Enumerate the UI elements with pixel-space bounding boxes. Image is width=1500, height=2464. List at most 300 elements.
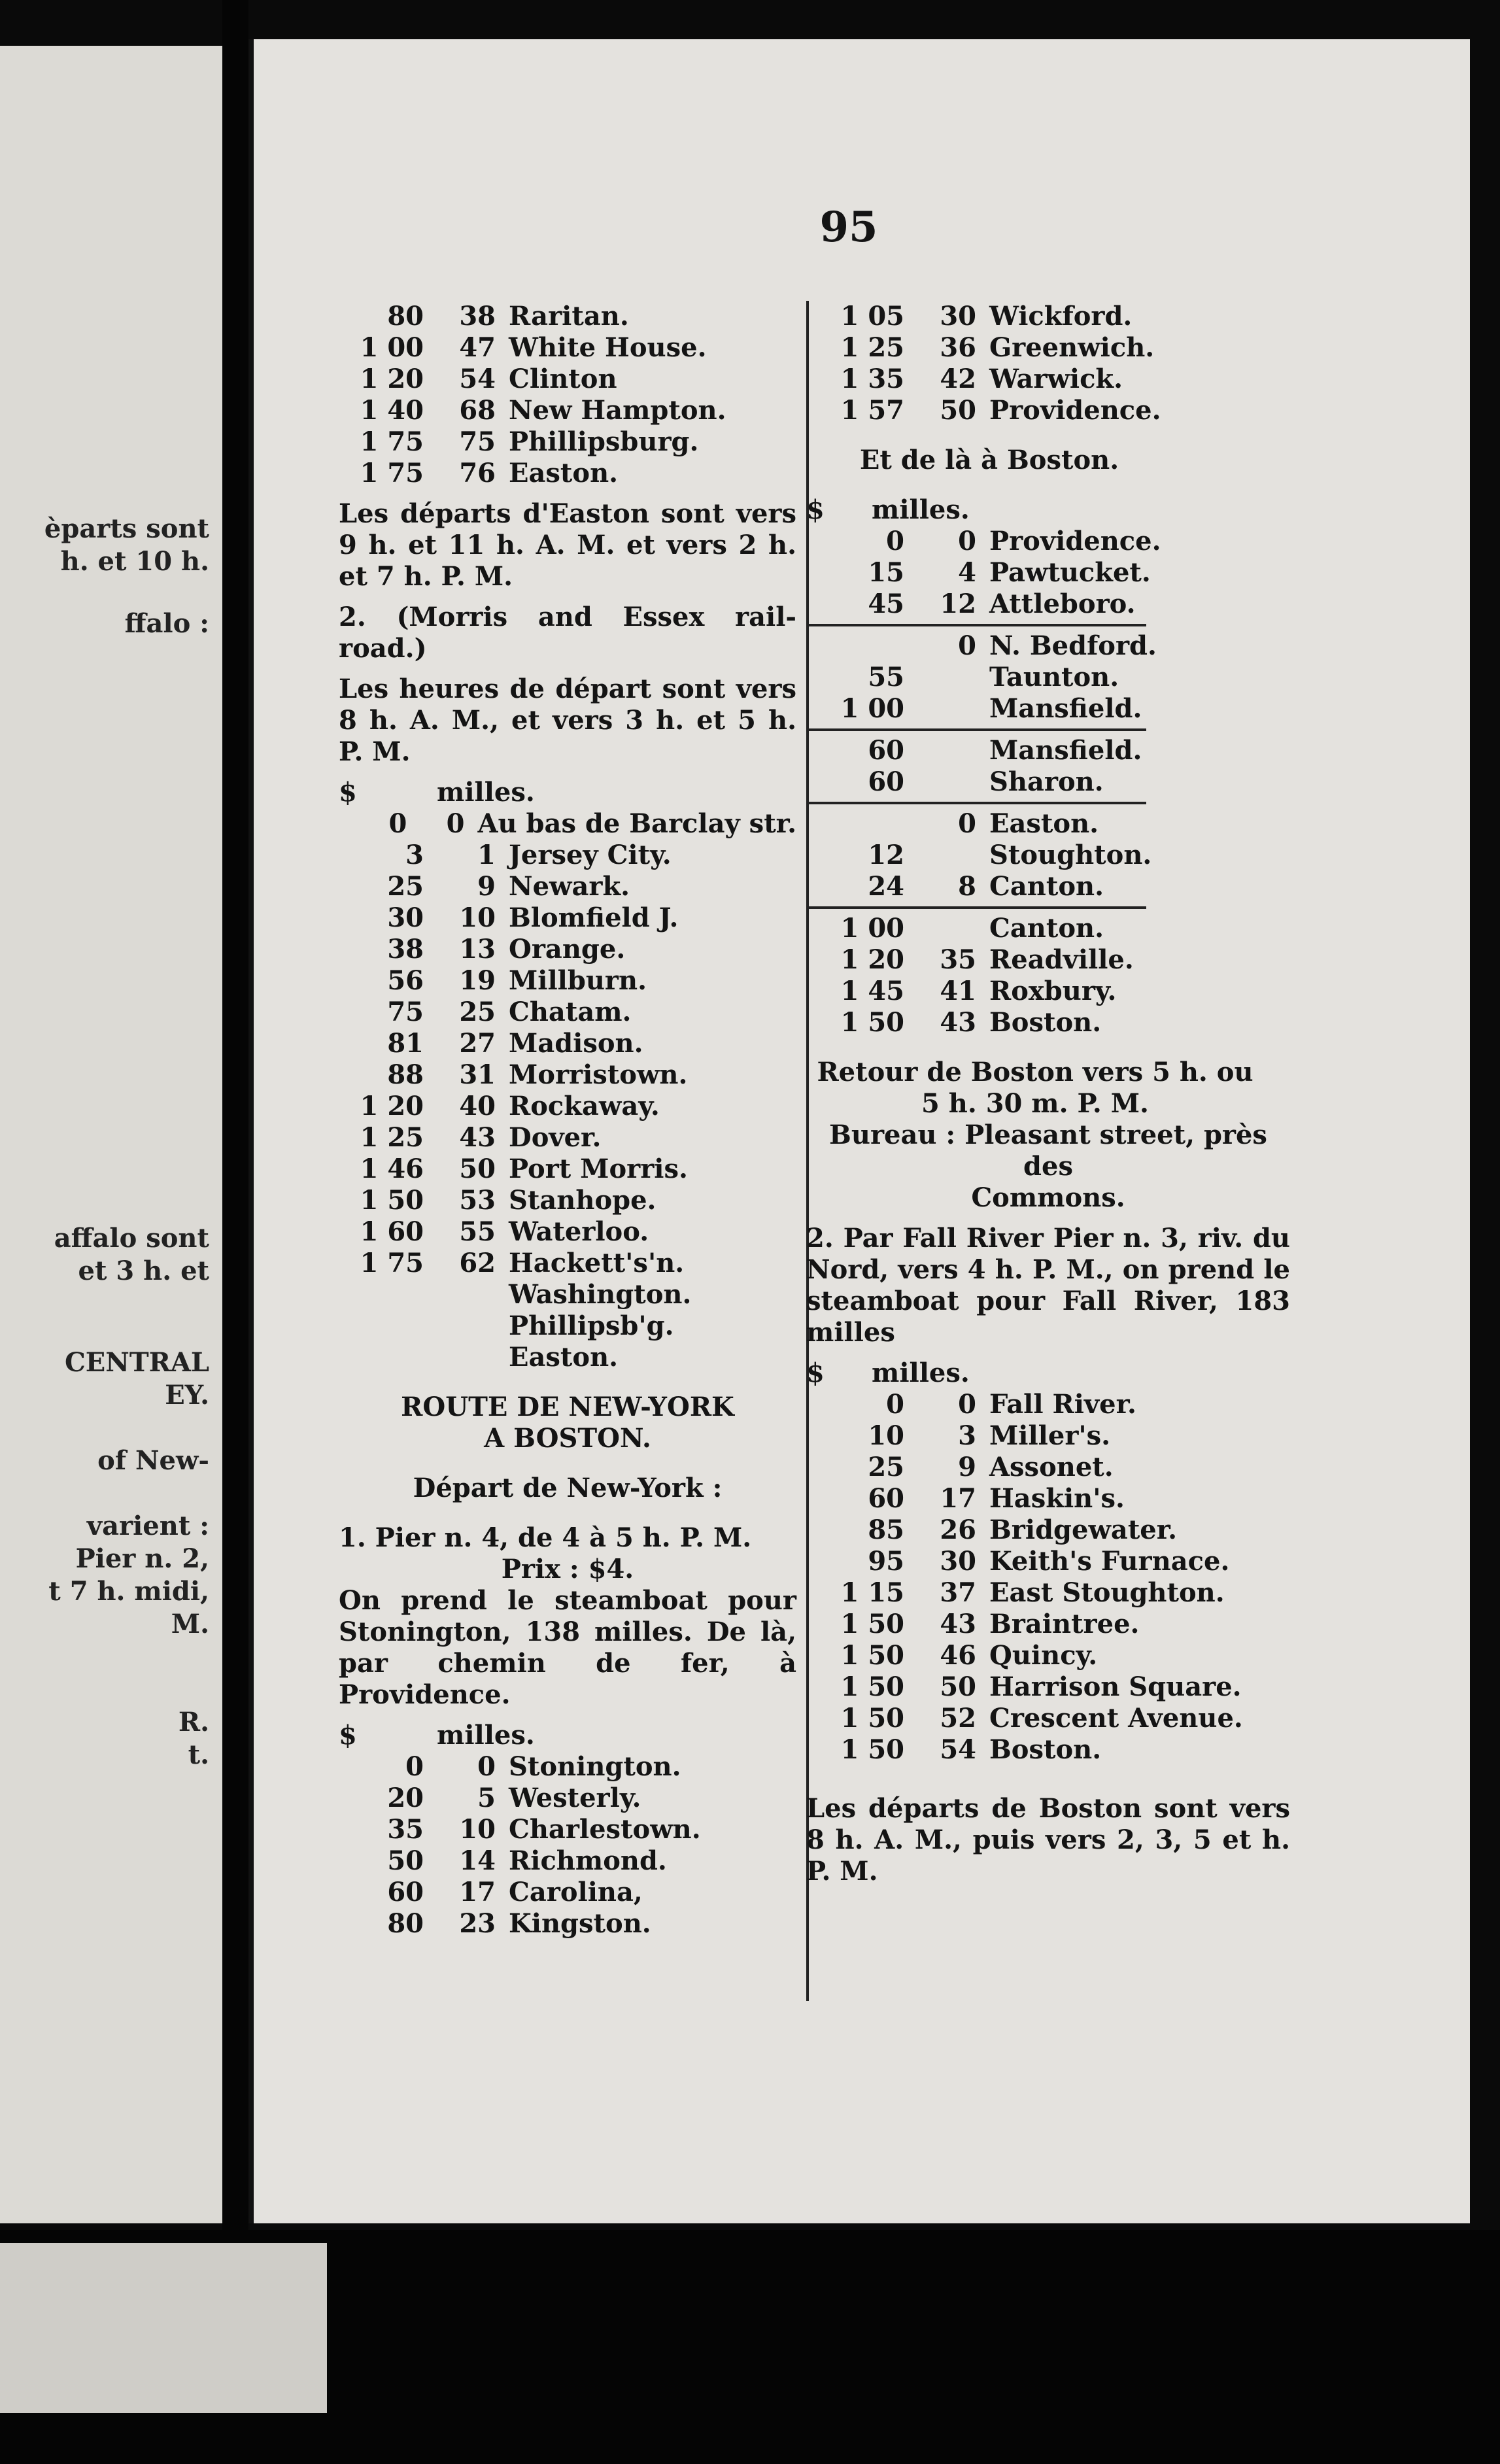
price-cell: 1 20 — [360, 364, 424, 394]
facing-text: ffalo : — [124, 608, 209, 639]
miles-cell: 43 — [459, 1122, 496, 1153]
section-heading: Départ de New-York : — [413, 1473, 723, 1503]
return-note: Retour de Boston vers 5 h. ou — [817, 1057, 1253, 1087]
table-row — [339, 1877, 796, 1908]
miles-cell: 0 — [958, 1389, 976, 1420]
table-row — [339, 934, 796, 965]
right-column — [806, 301, 1447, 1896]
station-cell: Taunton. — [989, 662, 1119, 693]
price-cell: 1 00 — [840, 693, 904, 724]
dollar-header: $ — [339, 1720, 357, 1751]
station-cell: Richmond. — [509, 1845, 667, 1876]
facing-text: varient : — [86, 1511, 209, 1541]
miles-header: milles. — [872, 494, 970, 525]
station-cell: Sharon. — [989, 766, 1104, 797]
station-cell: Port Morris. — [509, 1154, 688, 1184]
divider — [806, 728, 1146, 731]
price-cell: 12 — [868, 840, 904, 870]
station-cell: Newark. — [509, 871, 630, 902]
timetable-rows — [339, 808, 796, 1373]
price-cell: 80 — [387, 301, 424, 332]
table-row — [806, 808, 1447, 840]
price-cell: 38 — [387, 934, 424, 965]
table-row — [806, 589, 1447, 620]
miles-cell — [904, 693, 976, 725]
facing-text: et 3 h. et — [78, 1256, 209, 1286]
table-row — [806, 1483, 1447, 1514]
station-cell: Au bas de Barclay str. — [477, 808, 796, 839]
price-cell: 1 15 — [840, 1577, 904, 1608]
price-cell: 0 — [886, 526, 904, 556]
page-edge — [0, 2243, 327, 2413]
miles-cell: 12 — [940, 589, 976, 619]
miles-cell: 5 — [477, 1783, 496, 1813]
price-cell: 60 — [868, 766, 904, 797]
book-page — [248, 39, 1470, 2223]
station-cell: Haskin's. — [989, 1483, 1125, 1514]
station-cell: Stoughton. — [989, 840, 1152, 870]
price-cell: 1 25 — [360, 1122, 424, 1153]
station-cell: Rockaway. — [509, 1091, 660, 1121]
table-row — [339, 1310, 796, 1342]
facing-text: h. et 10 h. — [60, 546, 209, 577]
miles-cell: 36 — [940, 332, 976, 363]
station-cell: Stonington. — [509, 1751, 681, 1782]
dollar-header: $ — [806, 494, 825, 525]
miles-cell: 68 — [459, 395, 496, 426]
divider — [806, 906, 1146, 909]
station-cell: Kingston. — [509, 1908, 651, 1939]
table-row — [339, 1122, 796, 1154]
facing-text: t 7 h. midi, — [48, 1576, 209, 1607]
price-cell: 1 00 — [840, 913, 904, 944]
miles-cell: 55 — [459, 1216, 496, 1247]
station-cell: Morristown. — [509, 1059, 688, 1090]
price-cell: 1 50 — [840, 1671, 904, 1702]
price-cell: 60 — [868, 1483, 904, 1514]
table-row — [806, 1420, 1447, 1452]
route-title: A BOSTON. — [484, 1423, 651, 1454]
miles-cell: 43 — [940, 1609, 976, 1639]
scan-border — [0, 2230, 1500, 2464]
table-row — [806, 301, 1447, 332]
miles-cell — [904, 735, 976, 766]
station-cell: Boston. — [989, 1007, 1102, 1038]
table-row — [339, 1783, 796, 1814]
miles-cell: 43 — [940, 1007, 976, 1038]
station-cell: Millburn. — [509, 965, 647, 996]
table-row — [339, 1248, 796, 1279]
station-cell: Raritan. — [509, 301, 629, 332]
timetable-rows — [806, 1389, 1447, 1766]
price-cell: 1 40 — [360, 395, 424, 426]
station-cell: Phillipsburg. — [509, 426, 699, 457]
station-cell: New Hampton. — [509, 395, 726, 426]
price-cell — [339, 1342, 424, 1373]
price-cell: 1 25 — [840, 332, 904, 363]
miles-cell: 9 — [958, 1452, 976, 1482]
station-cell: Dover. — [509, 1122, 602, 1153]
miles-cell — [904, 840, 976, 871]
price-cell: 30 — [387, 902, 424, 933]
miles-cell: 4 — [958, 557, 976, 588]
divider — [806, 802, 1146, 804]
miles-cell: 52 — [940, 1703, 976, 1734]
station-cell: Fall River. — [989, 1389, 1136, 1420]
facing-text: t. — [188, 1739, 209, 1770]
table-row — [339, 1279, 796, 1310]
price-cell: 1 45 — [840, 976, 904, 1006]
miles-cell — [904, 913, 976, 944]
station-cell: Canton. — [989, 913, 1104, 944]
miles-cell: 30 — [940, 1546, 976, 1577]
station-cell: Attleboro. — [989, 589, 1136, 619]
station-cell: Providence. — [989, 526, 1161, 556]
table-row — [339, 997, 796, 1028]
table-row — [339, 965, 796, 997]
table-row — [339, 1814, 796, 1845]
station-cell: Mansfield. — [989, 693, 1142, 724]
section-heading: Et de là à Boston. — [859, 445, 1119, 475]
station-cell: Harrison Square. — [989, 1671, 1242, 1702]
pier-line: 1. Pier n. 4, de 4 à 5 h. P. M. — [339, 1522, 752, 1553]
station-cell: Warwick. — [989, 364, 1123, 394]
price-cell: 25 — [868, 1452, 904, 1482]
left-column — [339, 301, 796, 1940]
table-row — [806, 1703, 1447, 1734]
table-row — [806, 630, 1447, 662]
price-cell: 85 — [868, 1514, 904, 1545]
miles-cell: 23 — [459, 1908, 496, 1939]
station-cell: N. Bedford. — [989, 630, 1157, 661]
paragraph: On prend le steamboat pour Stonington, 138 milles. De là, par chemin de fer, à Providence. — [339, 1585, 796, 1710]
price-cell: 1 46 — [360, 1154, 424, 1184]
table-row — [339, 458, 796, 489]
facing-text: R. — [178, 1707, 209, 1737]
table-row — [806, 1389, 1447, 1420]
paragraph: Les départs d'Easton sont vers 9 h. et 11 h. A. M. et vers 2 h. et 7 h. P. M. — [339, 498, 796, 592]
miles-cell: 35 — [940, 944, 976, 975]
timetable-rows — [806, 526, 1447, 620]
facing-text: M. — [171, 1609, 209, 1639]
route-title: ROUTE DE NEW-YORK — [401, 1392, 734, 1422]
office-note: Bureau : Pleasant street, près des — [829, 1120, 1267, 1182]
station-cell: Washington. — [509, 1279, 692, 1310]
price-cell: 60 — [868, 735, 904, 766]
station-cell: Miller's. — [989, 1420, 1111, 1451]
table-row — [806, 364, 1447, 395]
price-cell: 50 — [387, 1845, 424, 1876]
miles-cell: 8 — [958, 871, 976, 902]
station-cell: Jersey City. — [509, 840, 672, 870]
table-row — [806, 944, 1447, 976]
price-cell — [806, 808, 904, 840]
miles-cell: 3 — [958, 1420, 976, 1451]
station-cell: Waterloo. — [509, 1216, 649, 1247]
table-row — [339, 1751, 796, 1783]
station-cell: Greenwich. — [989, 332, 1155, 363]
station-cell: Chatam. — [509, 997, 632, 1027]
station-cell: Madison. — [509, 1028, 643, 1059]
price-cell: 0 — [886, 1389, 904, 1420]
table-row — [806, 976, 1447, 1007]
miles-header: milles. — [872, 1358, 970, 1388]
price-cell: 25 — [387, 871, 424, 902]
table-row — [806, 913, 1447, 944]
table-header — [339, 1720, 796, 1751]
table-row — [806, 662, 1447, 693]
table-row — [339, 1908, 796, 1940]
price-cell: 24 — [868, 871, 904, 902]
timetable-rows — [339, 301, 796, 489]
paragraph: Les heures de départ sont vers 8 h. A. M., et vers 3 h. et 5 h. P. M. — [339, 674, 796, 767]
miles-cell: 1 — [477, 840, 496, 870]
page-number: 95 — [819, 203, 878, 252]
miles-cell: 50 — [940, 1671, 976, 1702]
miles-cell: 41 — [940, 976, 976, 1006]
table-row — [339, 840, 796, 871]
station-cell: Clinton — [509, 364, 617, 394]
miles-header: milles. — [437, 1720, 535, 1751]
table-row — [339, 1091, 796, 1122]
station-cell: Easton. — [509, 1342, 619, 1373]
price-cell: 3 — [405, 840, 424, 870]
station-cell: Roxbury. — [989, 976, 1117, 1006]
station-cell: Mansfield. — [989, 735, 1142, 766]
timetable-rows — [339, 1751, 796, 1940]
table-row — [806, 1546, 1447, 1577]
miles-cell: 0 — [958, 526, 976, 556]
timetable-rows — [806, 630, 1447, 725]
divider — [806, 624, 1146, 626]
table-header — [339, 777, 796, 808]
table-row — [339, 1185, 796, 1216]
price-cell — [806, 630, 904, 662]
miles-cell: 10 — [459, 1814, 496, 1845]
miles-cell: 17 — [459, 1877, 496, 1908]
station-cell: Easton. — [509, 458, 619, 488]
station-cell: Westerly. — [509, 1783, 641, 1813]
station-cell: Assonet. — [989, 1452, 1114, 1482]
table-row — [339, 1154, 796, 1185]
facing-text: èparts sont — [44, 513, 209, 544]
station-cell: Orange. — [509, 934, 626, 965]
price-cell: 88 — [387, 1059, 424, 1090]
table-row — [339, 332, 796, 364]
miles-cell: 25 — [459, 997, 496, 1027]
table-row — [339, 364, 796, 395]
price-cell: 1 50 — [840, 1609, 904, 1639]
station-cell: Phillipsb'g. — [509, 1310, 674, 1341]
price-cell: 45 — [868, 589, 904, 619]
table-row — [806, 1609, 1447, 1640]
miles-cell — [904, 662, 976, 693]
miles-cell: 38 — [459, 301, 496, 332]
station-cell: Boston. — [989, 1734, 1102, 1765]
miles-cell: 30 — [940, 301, 976, 332]
station-cell: Easton. — [989, 808, 1099, 839]
timetable-rows — [806, 808, 1447, 902]
miles-cell: 0 — [477, 1751, 496, 1782]
miles-cell: 50 — [940, 395, 976, 426]
facing-text: affalo sont — [54, 1223, 209, 1254]
price-cell: 1 50 — [840, 1640, 904, 1671]
miles-cell: 42 — [940, 364, 976, 394]
table-row — [339, 808, 796, 840]
miles-cell: 50 — [459, 1154, 496, 1184]
price-cell: 1 50 — [840, 1007, 904, 1038]
price-cell: 1 57 — [840, 395, 904, 426]
table-row — [806, 1734, 1447, 1766]
facing-text: CENTRAL — [64, 1347, 209, 1378]
miles-cell: 10 — [459, 902, 496, 933]
price-cell: 60 — [387, 1877, 424, 1908]
return-note: 5 h. 30 m. P. M. — [921, 1088, 1149, 1119]
station-cell: East Stoughton. — [989, 1577, 1225, 1608]
station-cell: Providence. — [989, 395, 1161, 426]
table-row — [806, 1577, 1447, 1609]
price-cell: 20 — [387, 1783, 424, 1813]
price-cell: 1 05 — [840, 301, 904, 332]
station-cell: Blomfield J. — [509, 902, 679, 933]
price-cell: 1 50 — [840, 1734, 904, 1765]
price-cell: 55 — [868, 662, 904, 693]
paragraph: 2. Par Fall River Pier n. 3, riv. du Nord, vers 4 h. P. M., on prend le steamboat pour Fall River, 183 milles — [806, 1223, 1290, 1348]
station-cell: White House. — [509, 332, 707, 363]
table-row — [806, 766, 1447, 798]
timetable-rows — [806, 913, 1447, 1038]
price-cell — [339, 1279, 424, 1310]
miles-cell: 19 — [459, 965, 496, 996]
section-title: 2. (Morris and Essex rail-road.) — [339, 602, 796, 664]
price-cell: 1 20 — [840, 944, 904, 975]
table-row — [339, 1216, 796, 1248]
table-row — [339, 1028, 796, 1059]
table-row — [806, 557, 1447, 589]
table-row — [806, 526, 1447, 557]
miles-cell: 76 — [459, 458, 496, 488]
table-row — [806, 1452, 1447, 1483]
miles-cell: 13 — [459, 934, 496, 965]
price-cell: 81 — [387, 1028, 424, 1059]
miles-cell: 17 — [940, 1483, 976, 1514]
miles-cell — [904, 766, 976, 798]
price-line: Prix : $4. — [501, 1554, 634, 1584]
station-cell: Carolina, — [509, 1877, 643, 1908]
station-cell: Wickford. — [989, 301, 1133, 332]
miles-cell: 54 — [459, 364, 496, 394]
miles-cell: 27 — [459, 1028, 496, 1059]
station-cell: Keith's Furnace. — [989, 1546, 1230, 1577]
price-cell: 95 — [868, 1546, 904, 1577]
table-row — [806, 332, 1447, 364]
timetable-rows — [806, 735, 1447, 798]
price-cell: 1 00 — [360, 332, 424, 363]
table-header — [806, 494, 1447, 526]
table-row — [806, 735, 1447, 766]
table-row — [806, 871, 1447, 902]
station-cell: Readville. — [989, 944, 1134, 975]
price-cell: 1 75 — [360, 1248, 424, 1278]
miles-cell: 46 — [940, 1640, 976, 1671]
miles-cell: 14 — [459, 1845, 496, 1876]
miles-cell: 9 — [477, 871, 496, 902]
price-cell: 1 75 — [360, 426, 424, 457]
timetable-rows — [806, 301, 1447, 426]
miles-cell — [424, 1342, 496, 1373]
table-row — [806, 1671, 1447, 1703]
station-cell: Crescent Avenue. — [989, 1703, 1243, 1734]
table-row — [806, 1514, 1447, 1546]
facing-text: Pier n. 2, — [75, 1543, 209, 1574]
table-row — [339, 426, 796, 458]
miles-header: milles. — [437, 777, 535, 808]
table-row — [806, 693, 1447, 725]
price-cell: 35 — [387, 1814, 424, 1845]
station-cell: Quincy. — [989, 1640, 1098, 1671]
facing-page — [0, 46, 222, 2223]
miles-cell: 75 — [459, 426, 496, 457]
table-row — [339, 1059, 796, 1091]
price-cell: 0 — [405, 1751, 424, 1782]
table-row — [339, 902, 796, 934]
paragraph: Les départs de Boston sont vers 8 h. A. M., puis vers 2, 3, 5 et h. P. M. — [806, 1793, 1290, 1887]
price-cell — [339, 1310, 424, 1342]
office-note: Commons. — [971, 1182, 1125, 1213]
station-cell: Stanhope. — [509, 1185, 656, 1216]
price-cell: 1 50 — [360, 1185, 424, 1216]
facing-text: EY. — [165, 1380, 209, 1411]
book-spine — [222, 0, 248, 2464]
miles-cell: 0 — [958, 808, 976, 839]
miles-cell: 54 — [940, 1734, 976, 1765]
table-row — [339, 871, 796, 902]
price-cell: 80 — [387, 1908, 424, 1939]
miles-cell: 37 — [940, 1577, 976, 1608]
table-row — [339, 395, 796, 426]
price-cell: 10 — [868, 1420, 904, 1451]
table-row — [806, 1640, 1447, 1671]
station-cell: Canton. — [989, 871, 1104, 902]
miles-cell: 31 — [459, 1059, 496, 1090]
table-header — [806, 1358, 1447, 1389]
miles-cell: 40 — [459, 1091, 496, 1121]
table-row — [339, 1845, 796, 1877]
station-cell: Hackett's'n. — [509, 1248, 685, 1278]
miles-cell — [424, 1279, 496, 1310]
miles-cell — [424, 1310, 496, 1342]
miles-cell: 0 — [446, 808, 465, 839]
station-cell: Pawtucket. — [989, 557, 1151, 588]
facing-text: of New- — [97, 1445, 209, 1476]
miles-cell: 0 — [958, 630, 976, 661]
price-cell: 1 35 — [840, 364, 904, 394]
dollar-header: $ — [806, 1358, 825, 1388]
dollar-header: $ — [339, 777, 357, 808]
miles-cell: 47 — [459, 332, 496, 363]
price-cell: 75 — [387, 997, 424, 1027]
miles-cell: 53 — [459, 1185, 496, 1216]
miles-cell: 26 — [940, 1514, 976, 1545]
table-row — [339, 1342, 796, 1373]
miles-cell: 62 — [459, 1248, 496, 1278]
price-cell: 15 — [868, 557, 904, 588]
price-cell: 56 — [387, 965, 424, 996]
table-row — [806, 840, 1447, 871]
station-cell: Braintree. — [989, 1609, 1140, 1639]
price-cell: 1 60 — [360, 1216, 424, 1247]
price-cell: 1 75 — [360, 458, 424, 488]
